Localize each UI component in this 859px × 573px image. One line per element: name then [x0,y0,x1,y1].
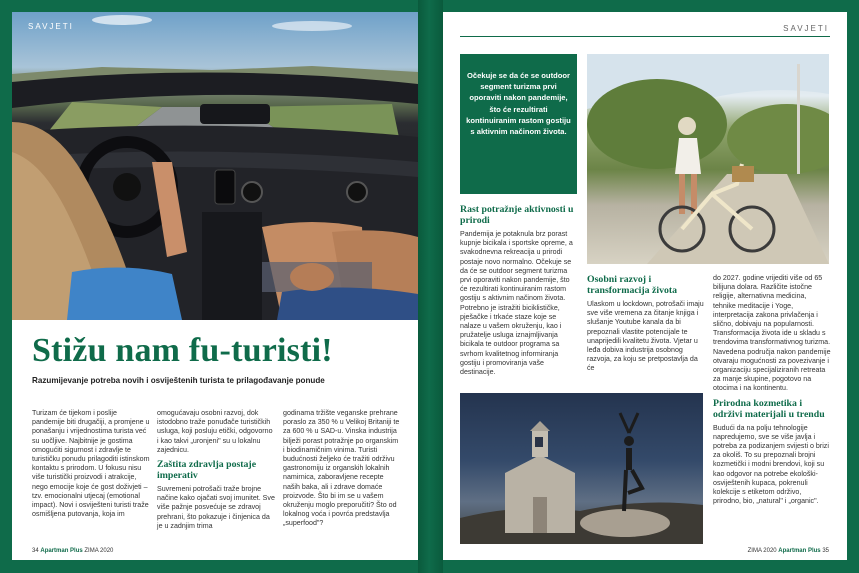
issue-label-right: ZIMA 2020 [747,548,777,554]
left-column-1 [32,409,150,521]
woman-with-bicycle-photo [587,54,829,264]
car-interior-illustration [12,12,418,320]
cosmetics-heading: Prirodna kozmetika i održivi materijali u trendu [713,397,825,420]
spread-gutter [418,0,443,573]
convertible-car-photo [12,12,418,320]
left-column-2 [157,409,275,533]
right-column-a [460,204,578,379]
article-subtitle: Razumijevanje potreba novih i osviještenih turista te prilagođavanje ponude [32,376,325,385]
column-c-paragraph-2: Budući da na polju tehnologije napredujemo, sve se više javlja i potreba za podizanjem svijesti o brizi za okoliš. To su prepoznali brojni kozmetički i modni brendovi, koji su kao odgovor na potrebe ekološki-osviještenih kupaca, pokrenuli kolekcije s etiketom održivo, prirodno, bio, „natural" i „organic". [713,423,829,506]
column-2-paragraph-1: omogućavaju osobni razvoj, dok istodobno traže ponuđače turističkih usluga, koji posluju etički, odgovorno i kao takvi „uronjeni" su u lokalnu zajednicu. [157,409,273,454]
column-c-paragraph-1: do 2027. godine vrijediti više od 65 bilijuna dolara. Različite istočne religije, alternativna medicina, tehnike meditacije i Yoge, interpretacija zakona privlačenja i slično, dobivaju na popularnosti. Transformacija života ide u skladu s trendovima transformativnog turizma. Navedena područja nakon pandemije otvaraju mogućnosti za povezivanje i organizaciju specijaliziranih retreata za manje skupine, pogotovo na otocima i na kontinentu. [713,274,831,393]
magazine-name: Apartman Plus [40,548,83,554]
outdoor-paragraph: Pandemija je potaknula brz porast kupnje bicikala i sportske opreme, a svakodnevna rekreacija u prirodi postaje novo normalno. Očekuje se da će se outdoor segment turizma prvi oporaviti nakon pandemije, što će rezultirati kontinuiranim rastom gostiju s aktivnim načinom života. Potrebno je istražiti biciklističke, pješačke i trkaće staze koje se nalaze u vašem okruženju, kao i pružatelje usluga iznajmljivanja bicikala te outdoor programa sa svrhom kvalitetnog informiranja gostiju i promoviranja vaše destinacije. [460,230,573,377]
intro-paragraph: Turizam će tijekom i poslije pandemije biti drugačiji, a promjene u ponašanju i vrijednostima turista već su uočljive. Najbitnije je gostima omogućiti sigurnost i zdravlje te turističku ponudu prilagoditi istinskom kontaktu s prirodom. U fokusu nisu više turistički proizvodi i atrakcije, nego emocije koje će gost doživjeti – tzv. emocionalni utjecaj (emotional impact). Novi i osviješteni turisti traže osmišljena putovanja, koja im [32,409,150,519]
bicycle-illustration [587,54,829,264]
health-heading: Zaštita zdravlja postaje imperativ [157,459,257,482]
page-number-right: 35 [822,548,829,554]
personal-growth-paragraph: Ulaskom u lockdown, potrošači imaju sve više vremena za čitanje knjiga i slušanje Youtube kanala da bi prepoznali vlastite potencijale te unaprijedili kvalitetu života. Vjetar u leđa dobiva industrija osobnog razvoja, za koju se pretpostavlja da će [587,300,704,373]
right-footer [748,548,829,554]
section-label-right: SAVJETI [783,24,829,33]
right-column-b [587,274,705,376]
right-page [443,12,847,560]
column-3-paragraph: godinama tržište veganske prehrane poraslo za 350 % u Velikoj Britaniji te za 600 % u SAD-u. Vinska industrija bilježi porast potražnje po organskim i biodinamičnim vinima. Turisti budućnosti željeko će tražiti održivu gastronomiju iz organskih lokalnih namirnica, zaboravljene recepte naših baka, ali i zdrave domaće proizvode. Što bi im se u vašem okruženju moglo preporučiti? Što od lokalnog voća i povrća predstavlja „superfood"? [283,409,400,528]
issue-label: ZIMA 2020 [84,548,114,554]
outdoor-heading: Rast potražnje aktivnosti u prirodi [460,204,574,226]
left-footer [32,548,113,554]
page-number: 34 [32,548,39,554]
left-page [12,12,418,560]
pull-quote: Očekuje se da će se outdoor segment turizma prvi oporaviti nakon pandemije, što će rezultirati kontinuiranim rastom gostiju s aktivnim načinom života. [460,54,577,194]
yoga-chapel-photo [460,393,703,544]
personal-growth-heading: Osobni razvoj i transformacija života [587,274,678,296]
magazine-name-right: Apartman Plus [778,548,821,554]
column-2-paragraph-2: Suvremeni potrošači traže brojne načine kako ojačati svoj imunitet. Sve više pažnje posvećuje se zdravoj prehrani, što pokazuje i činjenica da je u zadnjim trima [157,485,275,530]
header-rule [460,36,830,37]
right-column-c [713,274,831,508]
section-label: SAVJETI [28,22,74,31]
article-title: Stižu nam fu-turisti! [32,332,333,369]
chapel-yoga-illustration [460,393,703,544]
left-column-3 [283,409,401,531]
